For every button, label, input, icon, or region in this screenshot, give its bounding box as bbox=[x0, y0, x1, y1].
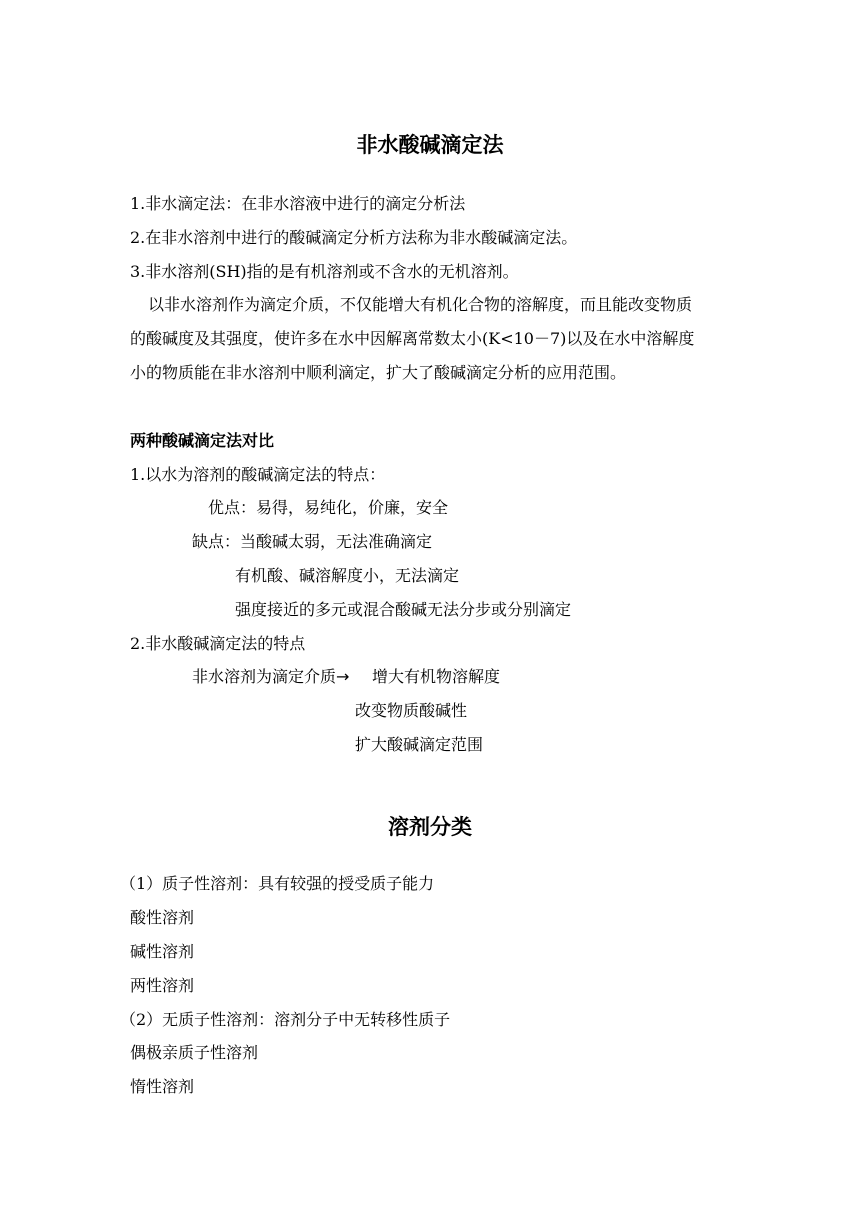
aprotic-type-inert: 惰性溶剂 bbox=[130, 1077, 195, 1096]
nonaqueous-effect-3: 扩大酸碱滴定范围 bbox=[355, 735, 484, 754]
nonaqueous-medium: 非水溶剂为滴定介质 bbox=[192, 667, 337, 686]
definition-item-1: 1.非水滴定法：在非水溶液中进行的滴定分析法 bbox=[130, 194, 466, 213]
water-disadvantages-3: 强度接近的多元或混合酸碱无法分步或分别滴定 bbox=[235, 600, 572, 619]
comparison-heading: 两种酸碱滴定法对比 bbox=[130, 431, 275, 450]
definition-item-2: 2.在非水溶剂中进行的酸碱滴定分析方法称为非水酸碱滴定法。 bbox=[130, 228, 578, 247]
right-arrow-icon: → bbox=[336, 667, 350, 686]
nonaqueous-medium-row bbox=[192, 666, 349, 688]
paragraph-line-2: 的酸碱度及其强度，使许多在水中因解离常数太小(K<10－7)以及在水中溶解度 bbox=[130, 329, 695, 348]
protic-solvent-item: （1）质子性溶剂：具有较强的授受质子能力 bbox=[120, 874, 435, 893]
protic-type-acidic: 酸性溶剂 bbox=[130, 908, 195, 927]
protic-type-amphiprotic: 两性溶剂 bbox=[130, 976, 195, 995]
paragraph-line-3: 小的物质能在非水溶剂中顺利滴定，扩大了酸碱滴定分析的应用范围。 bbox=[130, 363, 627, 382]
page-title: 非水酸碱滴定法 bbox=[356, 133, 504, 157]
nonaqueous-method-title: 2.非水酸碱滴定法的特点 bbox=[130, 634, 306, 653]
nonaqueous-effect-2: 改变物质酸碱性 bbox=[355, 701, 468, 720]
aprotic-solvent-item: （2）无质子性溶剂：溶剂分子中无转移性质子 bbox=[120, 1010, 451, 1029]
water-disadvantages: 缺点：当酸碱太弱，无法准确滴定 bbox=[192, 532, 433, 551]
water-method-title: 1.以水为溶剂的酸碱滴定法的特点： bbox=[130, 465, 386, 484]
water-disadvantages-2: 有机酸、碱溶解度小，无法滴定 bbox=[235, 566, 460, 585]
definition-item-3: 3.非水溶剂(SH)指的是有机溶剂或不含水的无机溶剂。 bbox=[130, 262, 519, 281]
aprotic-type-dipolar: 偶极亲质子性溶剂 bbox=[130, 1043, 259, 1062]
paragraph-line-1: 以非水溶剂作为滴定介质，不仅能增大有机化合物的溶解度，而且能改变物质 bbox=[148, 295, 693, 314]
protic-type-basic: 碱性溶剂 bbox=[130, 942, 195, 961]
nonaqueous-effect-1: 增大有机物溶解度 bbox=[372, 667, 501, 686]
water-advantages: 优点：易得，易纯化，价廉，安全 bbox=[208, 498, 449, 517]
section-title-solvent-classification: 溶剂分类 bbox=[388, 815, 472, 839]
